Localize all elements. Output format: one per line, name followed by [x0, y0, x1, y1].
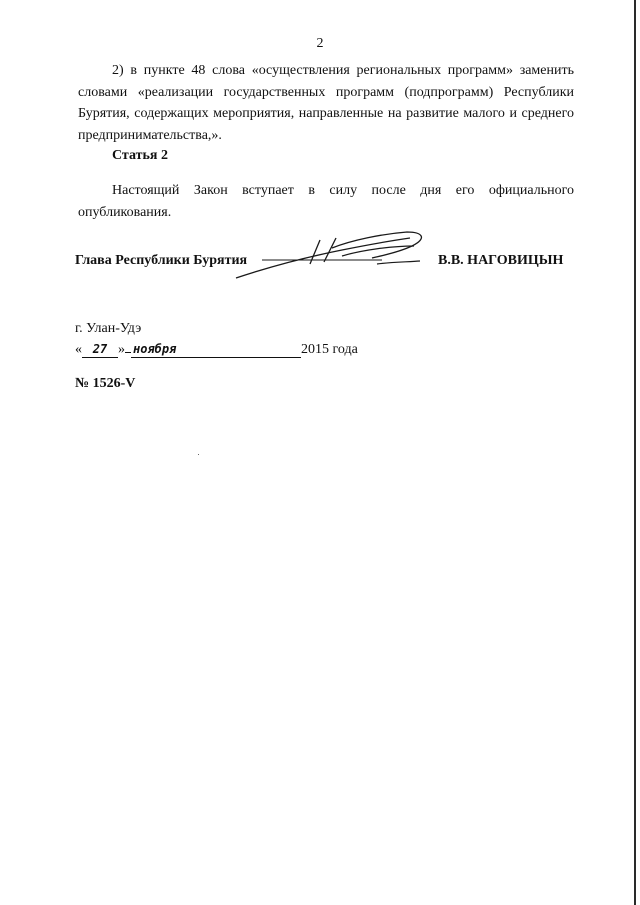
date-month: ноября [131, 341, 301, 358]
date-year: 2015 года [301, 342, 358, 357]
signing-date [75, 341, 358, 358]
date-day: 27 [82, 341, 118, 358]
scan-speck [198, 454, 199, 455]
date-close-quote: » [118, 342, 125, 357]
amendment-paragraph: 2) в пункте 48 слова «осуществления региональных программ» заменить словами «реализации государственных программ (подпрограмм) Республики Бурятия, содержащих мероприятия, направленные на развитие малого и среднего предпринимательства,». [78, 63, 574, 143]
handwritten-signature [232, 226, 442, 286]
effective-date-paragraph: Настоящий Закон вступает в силу после дня его официального опубликования. [78, 183, 574, 220]
date-open-quote: « [75, 342, 82, 357]
page-edge-border [634, 0, 636, 905]
article-heading: Статья 2 [112, 148, 168, 163]
law-number: № 1526-V [75, 376, 136, 391]
signatory-name: В.В. НАГОВИЦЫН [438, 253, 564, 268]
page-number: 2 [316, 36, 324, 51]
signing-city: г. Улан-Удэ [75, 321, 142, 336]
signatory-title: Глава Республики Бурятия [75, 253, 248, 268]
